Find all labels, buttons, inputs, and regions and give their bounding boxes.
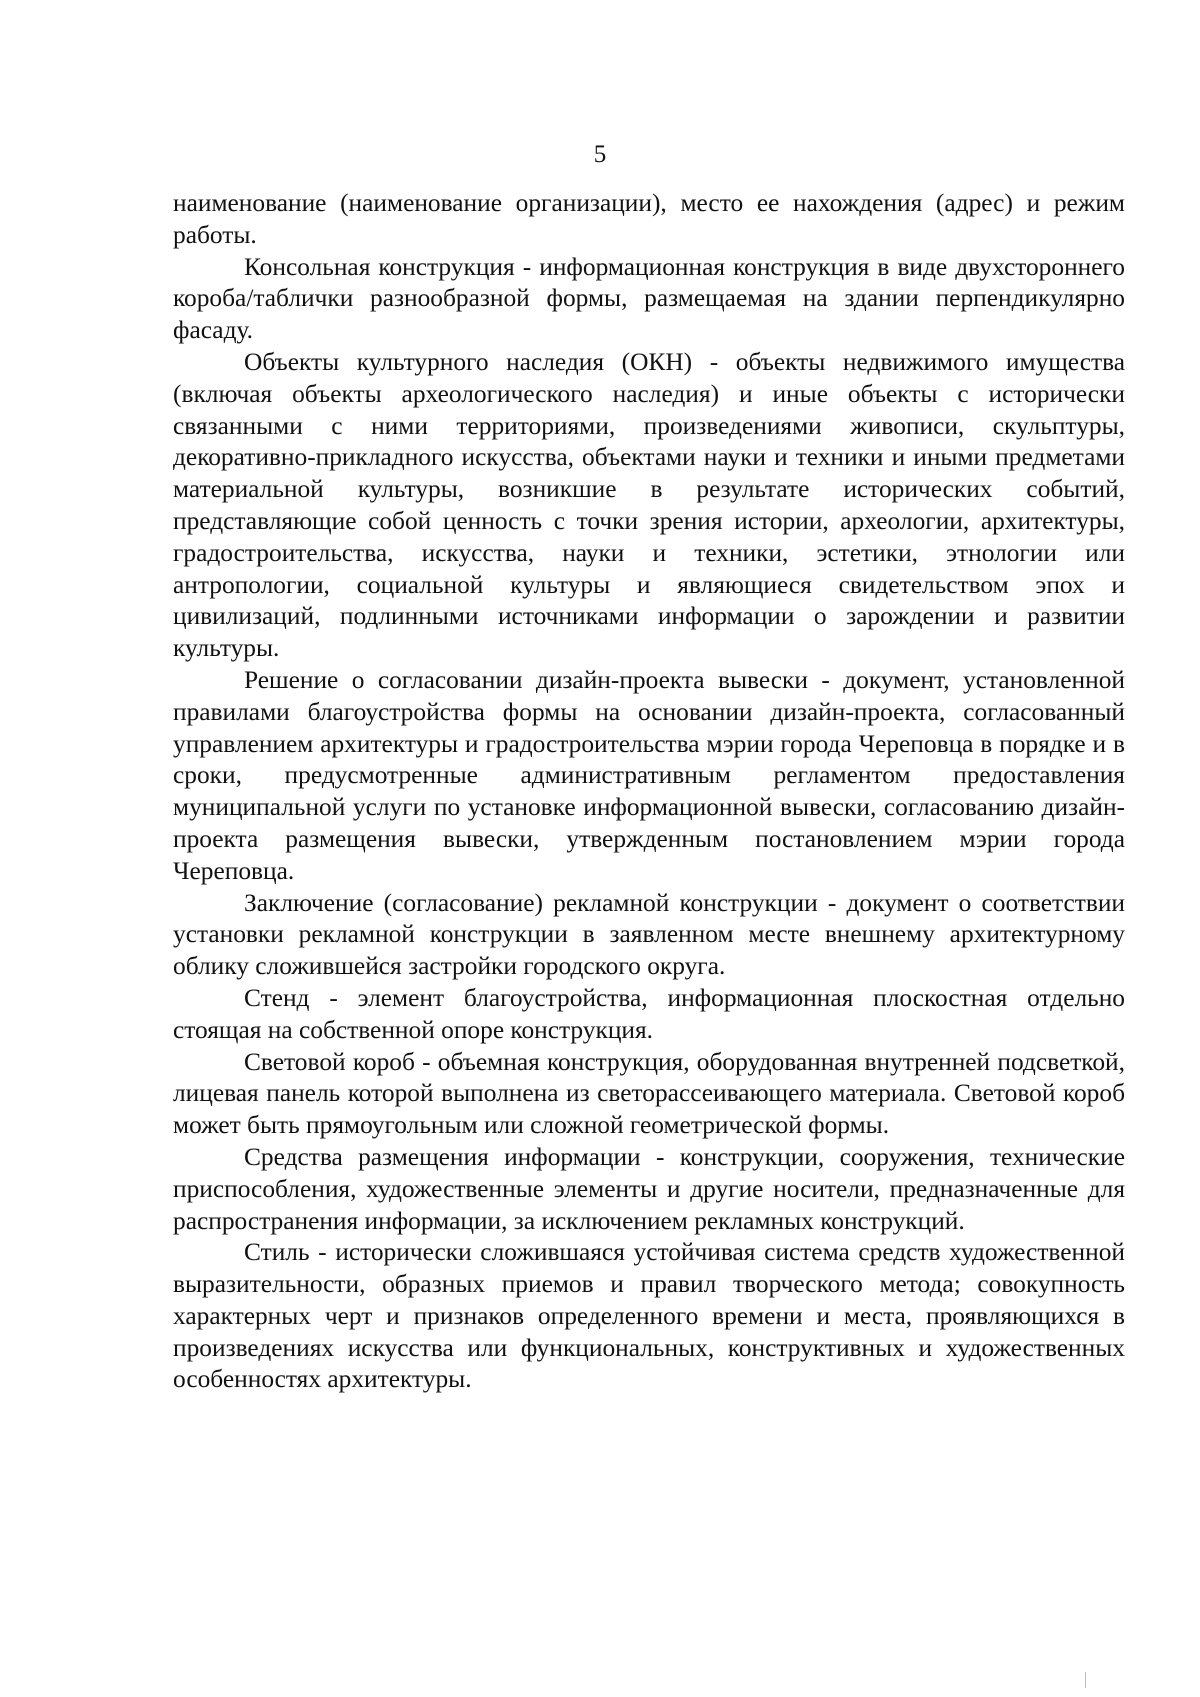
- page-number: 5: [593, 141, 607, 168]
- document-body: [173, 188, 1125, 1396]
- paragraph-cultural-heritage: Объекты культурного наследия (ОКН) - объекты недвижимого имущества (включая объекты археологического наследия) и иные объекты с исторически связанными с ними территориями, произведениями живописи, скульптуры, декоративно-прикладного искусства, объектами науки и техники и иными предметами материальной культуры, возникшие в результате исторических событий, представляющие собой ценность с точки зрения истории, археологии, архитектуры, градостроительства, искусства, науки и техники, эстетики, этнологии или антропологии, социальной культуры и являющиеся свидетельством эпох и цивилизаций, подлинными источниками информации о зарождении и развитии культуры.: [173, 347, 1125, 663]
- paragraph-continuation: наименование (наименование организации), место ее нахождения (адрес) и режим работы.: [173, 189, 1125, 249]
- paragraph-stand: Стенд - элемент благоустройства, информационная плоскостная отдельно стоящая на собственной опоре конструкция.: [173, 983, 1125, 1044]
- paragraph-information-means: Средства размещения информации - конструкции, сооружения, технические приспособления, художественные элементы и другие носители, предназначенные для распространения информации, за исключением рекламных конструкций.: [173, 1142, 1125, 1235]
- paragraph-design-approval: Решение о согласовании дизайн-проекта вывески - документ, установленной правилами благоустройства формы на основании дизайн-проекта, согласованный управлением архитектуры и градостроительства мэрии города Череповца в порядке и в сроки, предусмотренные административным регламентом предоставления муниципальной услуги по установке информационной вывески, согласованию дизайн-проекта размещения вывески, утвержденным постановлением мэрии города Череповца.: [173, 665, 1125, 885]
- paragraph-light-box: Световой короб - объемная конструкция, оборудованная внутренней подсветкой, лицевая панель которой выполнена из светорассеивающего материала. Световой короб может быть прямоугольным или сложной геометрической формы.: [173, 1047, 1125, 1140]
- paragraph-advertising-conclusion: Заключение (согласование) рекламной конструкции - документ о соответствии установки рекламной конструкции в заявленном месте внешнему архитектурному облику сложившейся застройки городского округа.: [173, 888, 1125, 981]
- paragraph-console-construction: Консольная конструкция - информационная конструкция в виде двухстороннего короба/таблички разнообразной формы, размещаемая на здании перпендикулярно фасаду.: [173, 252, 1125, 345]
- paragraph-style: Стиль - исторически сложившаяся устойчивая система средств художественной выразительности, образных приемов и правил творческого метода; совокупность характерных черт и признаков определенного времени и места, проявляющихся в произведениях искусства или функциональных, конструктивных и художественных особенностях архитектуры.: [173, 1238, 1125, 1394]
- scan-edge-mark: [1085, 1672, 1086, 1688]
